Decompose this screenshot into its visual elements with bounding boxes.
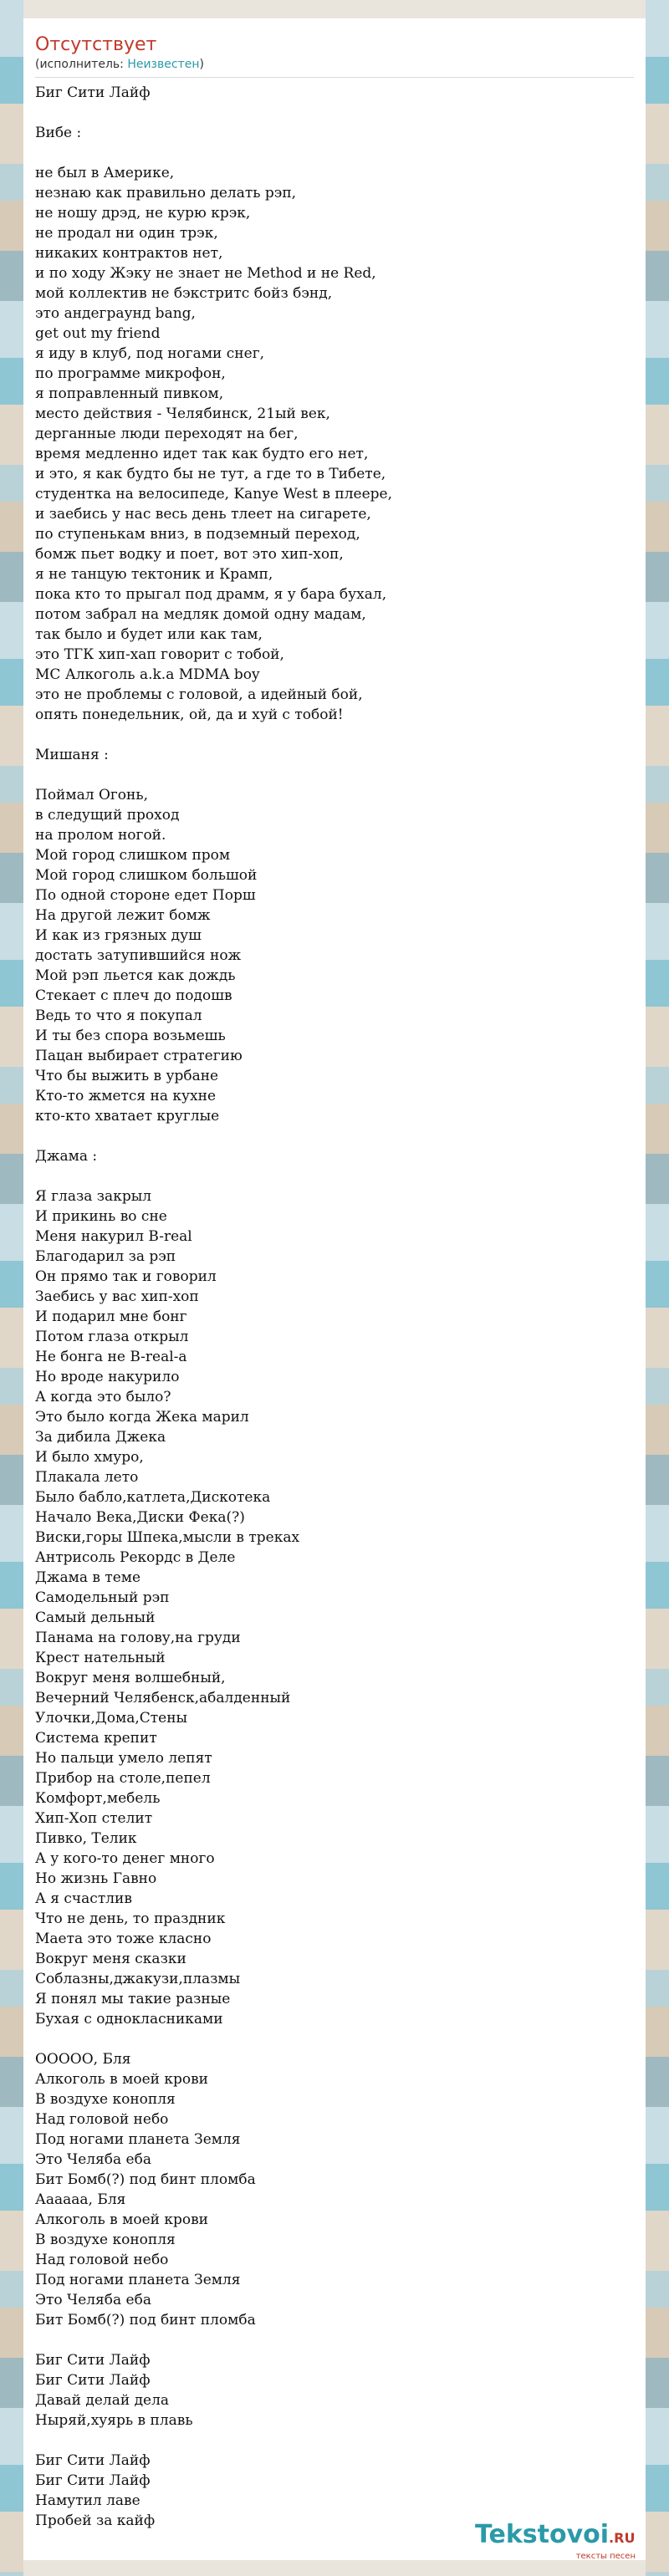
left-decorative-border — [0, 0, 23, 2576]
logo-wordmark — [475, 2522, 651, 2552]
performer-line — [35, 57, 634, 72]
lyrics-card — [23, 18, 646, 2560]
logo-tld: .RU — [609, 2530, 636, 2546]
logo-name: Tekstovoi — [475, 2520, 610, 2549]
site-logo[interactable] — [475, 2522, 651, 2563]
divider — [35, 77, 634, 78]
right-decorative-border — [646, 0, 669, 2576]
performer-label: (исполнитель: — [35, 58, 128, 71]
lyrics-text: Биг Сити Лайф Вибе : не был в Америке, незнаю как правильно делать рэп, не ношу дрэд, не курю крэк, не продал ни один трэк, никаких контрактов нет, и по ходу Жэку не знает не Method и не Red, мой коллектив не бэкстритс бойз бэнд, это андеграунд bang, get out my friend я иду в клуб, под ногами снег, по программе микрофон, я поправленный пивком, место действия - Челябинск, 21ый век, дерганные люди переходят на бег, время медленно идет так как будто его нет, и это, я как будто бы не тут, а где то в Тибете, студентка на велосипеде, Kanye West в плеере, и заебись у нас весь день тлеет на сигарете, по ступенькам вниз, в подземный переход, бомж пьет водку и поет, вот это хип-хоп, я не танцую тектоник и Крамп, пока кто то прыгал под драмм, я у бара бухал, потом забрал на медляк домой одну мадам, так было и будет или как там, это ТГК хип-хап говорит с тобой, MC Алкоголь a.k.a MDMA boy это не проблемы с головой, а идейный бой, опять понедельник, ой, да и хуй с тобой! Мишаня : Поймал Огонь, в следущий проход на пролом ногой. Мой город слишком пром Мой город слишком большой По одной стороне едет Порш На другой лежит бомж И как из грязных душ достать затупившийся нож Мой рэп льется как дождь Стекает с плеч до подошв Ведь то что я покупал И ты без спора возьмешь Пацан выбирает стратегию Что бы выжить в урбане Кто-то жмется на кухне кто-кто хватает круглые Джама : Я глаза закрыл И прикинь во сне Меня накурил B-real Благодарил за рэп Он прямо так и говорил Заебись у вас хип-хоп И подарил мне бонг Потом глаза открыл Не бонга не B-real-а Но вроде накурило А когда это было? Это было когда Жека марил За дибила Джека И было хмуро, Плакала лето Было бабло,катлета,Дискотека Начало Века,Диски Фека(?) Виски,горы Шпека,мысли в треках Антрисоль Рекордс в Деле Джама в теме Самодельный рэп Самый дельный Панама на голову,на груди Крест нательный Вокруг меня волшебный, Вечерний Челябенск,абалденный Улочки,Дома,Стены Система крепит Но пальци умело лепят Прибор на столе,пепел Комфорт,мебель Хип-Хоп стелит Пивко, Телик А у кого-то денег много Но жизнь Гавно А я счастлив Что не день, то праздник Маета это тоже класно Вокруг меня сказки Соблазны,джакузи,плазмы Я понял мы такие разные Бухая с однокласниками ООООО, Бля Алкоголь в моей крови В воздухе конопля Над головой небо Под ногами планета Земля Это Челяба еба Бит Бомб(?) под бинт пломба Аааааа, Бля Алкоголь в моей крови В воздухе конопля Над головой небо Под ногами планета Земля Это Челяба еба Бит Бомб(?) под бинт пломба Биг Сити Лайф Биг Сити Лайф Давай делай дела Ныряй,хуярь в плавь Биг Сити Лайф Биг Сити Лайф Намутил лаве Пробей за кайф — [35, 84, 393, 2529]
performer-link[interactable]: Неизвестен — [127, 58, 200, 71]
logo-tagline: тексты песен — [575, 2552, 636, 2561]
performer-close: ) — [199, 58, 204, 71]
song-title: Отсутствует — [35, 34, 157, 55]
